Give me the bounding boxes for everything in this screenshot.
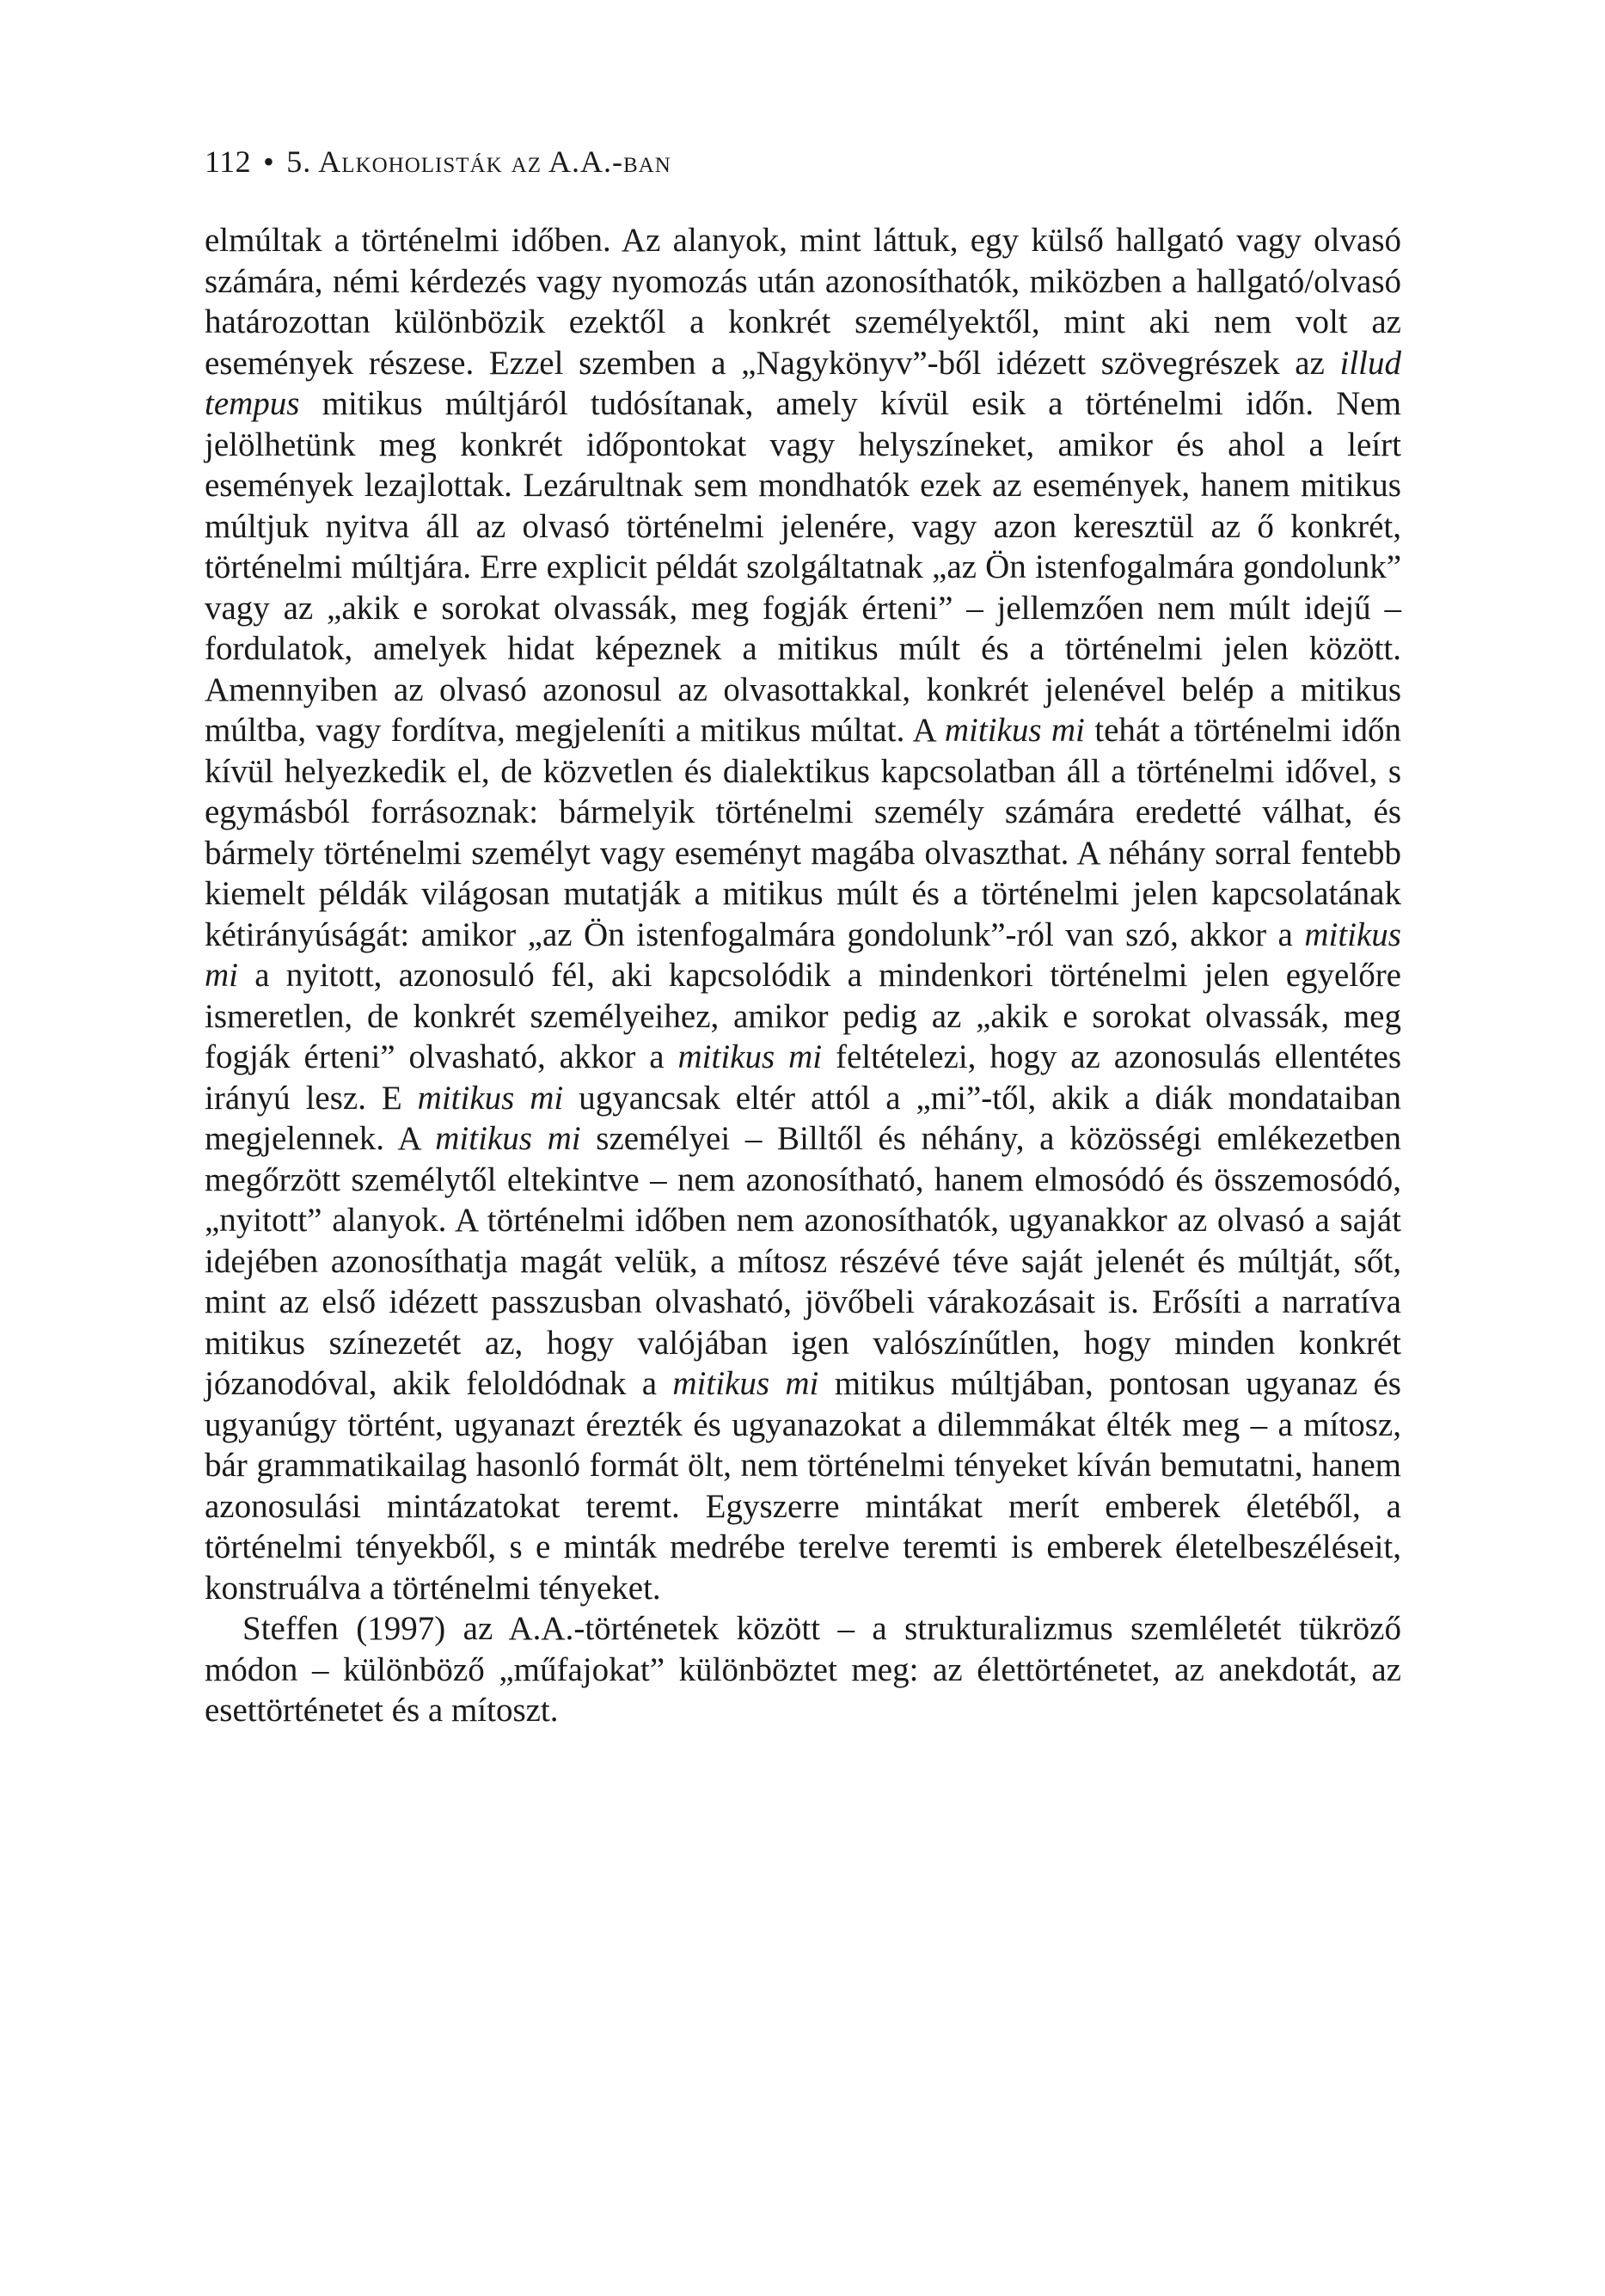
italic-term: mitikus mi: [672, 1365, 819, 1402]
paragraph-1: [205, 220, 1401, 1608]
body-text: [205, 220, 1401, 1731]
text-span: feltételezi, hogy az azonosulás ellentétes irányú lesz. E: [205, 1038, 1402, 1117]
text-span: személyei – Billtől és néhány, a közösségi emlékezetben megőrzött személytől eltekintve – nem azonosítható, hanem elmosódó és összemosódó, „nyitott” alanyok. A történelmi időben nem azonosíthatók, ugyanakkor az olvasó a saját idejében azonosíthatja magát velük, a mítosz részévé téve saját jelenét és múltját, sőt, mint az első idézett passzusban olvasható, jövőbeli várakozásait is. Erősíti a narratíva mitikus színezetét az, hogy valójában igen valószínűtlen, hogy minden konkrét józanodóval, akik feloldódnak a: [205, 1120, 1401, 1402]
text-span: tehát a történelmi időn kívül helyezkedik el, de közvetlen és dialektikus kapcsolatban áll a történelmi idővel, s egymásból forrásoznak: bármelyik történelmi személy számára eredetté válhat, és bármely történelmi személyt vagy eseményt magába olvaszthat. A néhány sorral fentebb kiemelt példák világosan mutatják a mitikus múlt és a történelmi jelen kapcsolatának kétirányúságát: amikor „az Ön istenfogalmára gondolunk”-ról van szó, akkor a: [205, 712, 1401, 953]
text-span: mitikus múltjáról tudósítanak, amely kívül esik a történelmi időn. Nem jelölhetünk meg konkrét időpontokat vagy helyszíneket, amikor és ahol a leírt események lezajlottak. Lezárultnak sem mondhatók ezek az események, hanem mitikus múltjuk nyitva áll az olvasó történelmi jelenére, vagy azon keresztül az ő konkrét, történelmi múltjára. Erre explicit példát szolgáltatnak „az Ön istenfogalmára gondolunk” vagy az „akik e sorokat olvassák, meg fogják érteni” – jellemzően nem múlt idejű – fordulatok, amelyek hidat képeznek a mitikus múlt és a történelmi jelen között. Amennyiben az olvasó azonosul az olvasottakkal, konkrét jelenével belép a mitikus múltba, vagy fordítva, megjeleníti a mitikus múltat. A: [205, 385, 1401, 749]
text-span: ugyancsak eltér attól a „mi”-től, akik a diák mondataiban megjelennek. A: [205, 1079, 1402, 1157]
italic-term: mitikus mi: [417, 1079, 564, 1117]
chapter-title: 5. Alkoholisták az A.A.-ban: [286, 144, 671, 179]
italic-term: mitikus mi: [944, 712, 1085, 749]
running-head: [205, 144, 671, 179]
text-span: elmúltak a történelmi időben. Az alanyok, mint láttuk, egy külső hallgató vagy olvasó számára, némi kérdezés vagy nyomozás után azonosíthatók, miközben a hallgató/olvasó határozottan különbözik ezektől a konkrét személyektől, mint aki nem volt az események részese. Ezzel szemben a „Nagykönyv”-ből idézett szövegrészek az: [205, 222, 1401, 382]
italic-term: mitikus mi: [677, 1038, 823, 1075]
text-span: a nyitott, azonosuló fél, aki kapcsolódik a mindenkori történelmi jelen egyelőre ismeretlen, de konkrét személyeihez, amikor pedig az „akik e sorokat olvassák, meg fogják érteni” olvasható, akkor a: [205, 957, 1401, 1075]
header-separator: •: [263, 144, 275, 179]
italic-term: illud tempus: [205, 344, 1401, 422]
paragraph-2: Steffen (1997) az A.A.-történetek között – a strukturalizmus szemléletét tükröző módon – különböző „műfajokat” különböztet meg: az élettörténetet, az anekdotát, az esettörténetet és a mítoszt.: [205, 1610, 1401, 1729]
italic-term: mitikus mi: [435, 1120, 581, 1157]
italic-term: mitikus mi: [205, 915, 1401, 994]
page-number: 112: [205, 144, 252, 179]
text-span: mitikus múltjában, pontosan ugyanaz és ugyanúgy történt, ugyanazt érezték és ugyanazokat a dilemmákat élték meg – a mítosz, bár grammatikailag hasonló formát ölt, nem történelmi tényeket kíván bemutatni, hanem azonosulási mintázatokat teremt. Egyszerre mintákat merít emberek életéből, a történelmi tényekből, s e minták medrébe terelve teremti is emberek életelbeszéléseit, konstruálva a történelmi tényeket.: [205, 1365, 1401, 1607]
